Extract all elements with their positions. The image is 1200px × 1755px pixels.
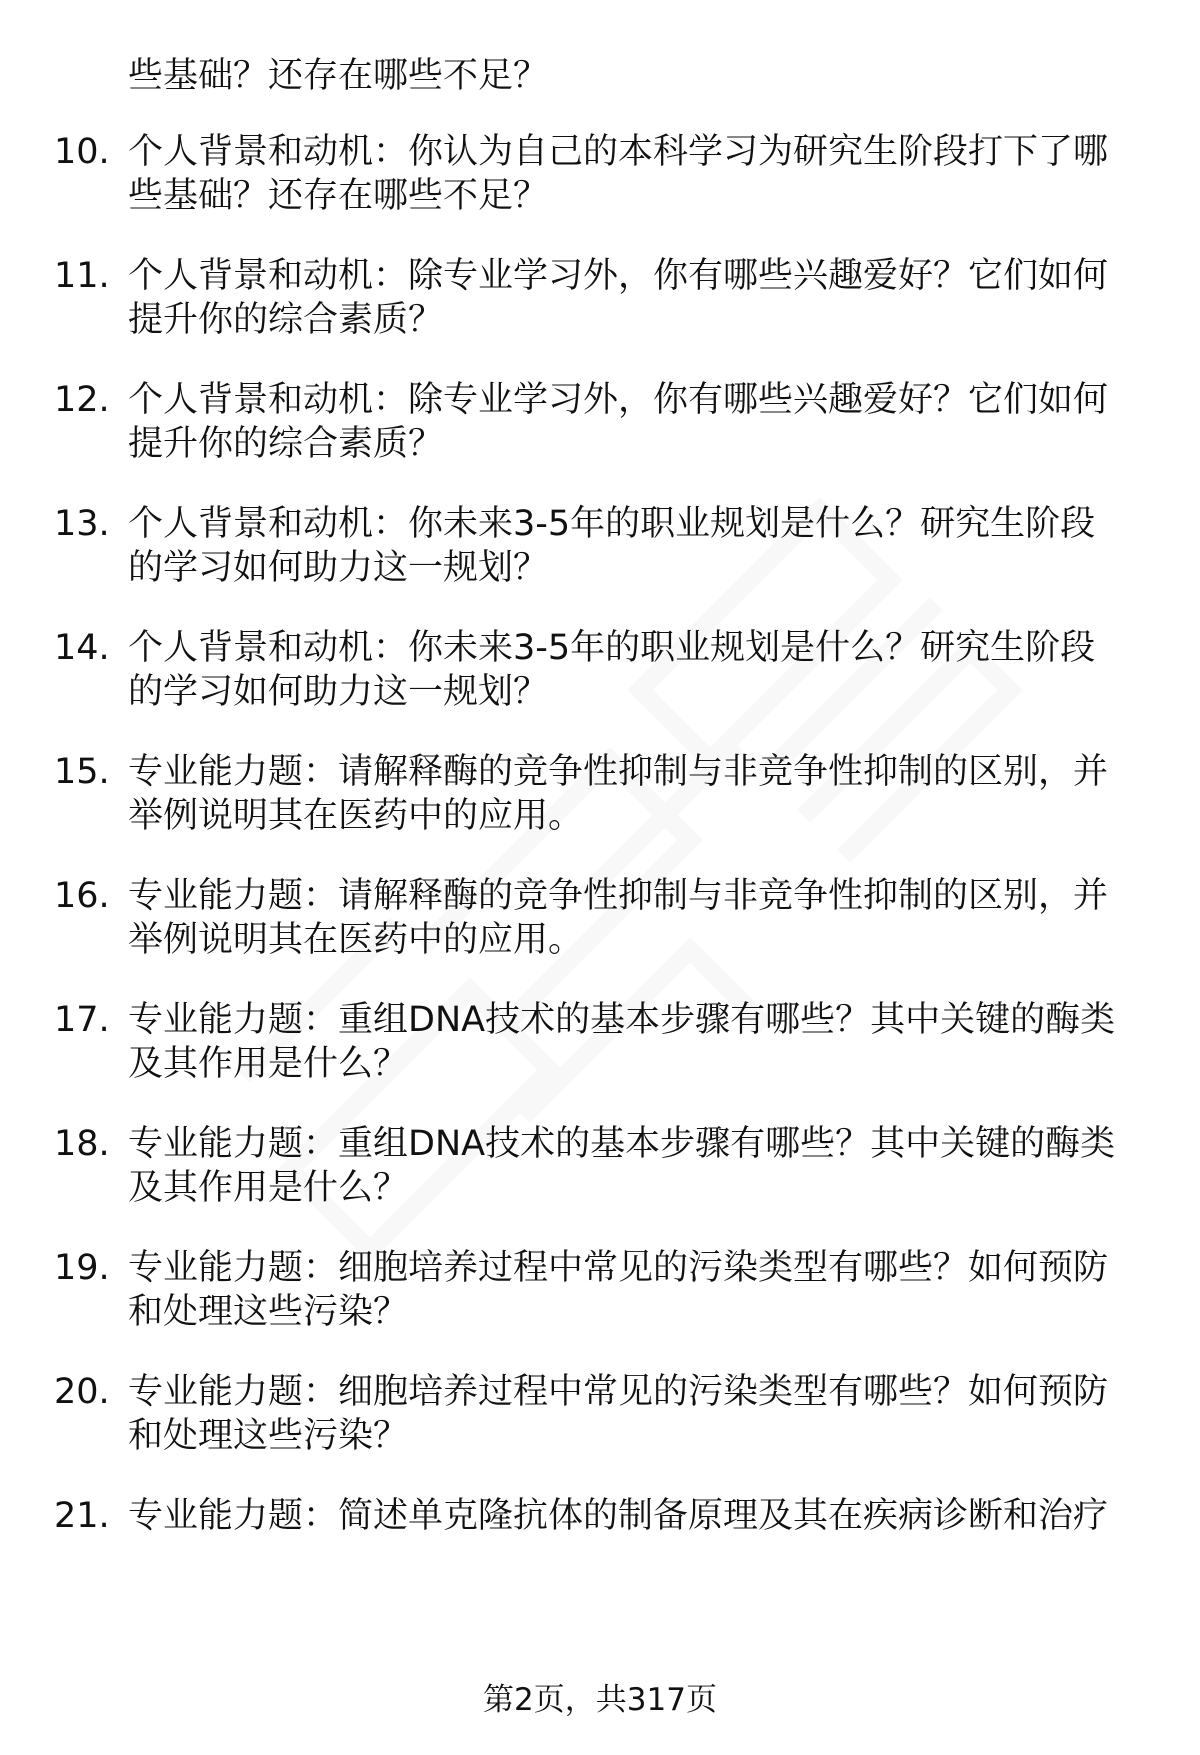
question-number: 21. — [54, 1496, 110, 1536]
question-text-line1: 个人背景和动机：你未来3-5年的职业规划是什么？研究生阶段 — [128, 504, 1096, 544]
question-number: 16. — [54, 876, 110, 916]
question-text-line1: 专业能力题：请解释酶的竞争性抑制与非竞争性抑制的区别，并 — [128, 752, 1109, 792]
question-text-line2: 举例说明其在医药中的应用。 — [128, 796, 584, 836]
page-indicator: 第2页，共317页 — [483, 1682, 717, 1718]
question-number: 17. — [54, 1000, 110, 1040]
question-number: 10. — [54, 132, 110, 172]
question-text-line1: 专业能力题：请解释酶的竞争性抑制与非竞争性抑制的区别，并 — [128, 876, 1109, 916]
question-text-line2: 些基础？还存在哪些不足？ — [128, 176, 549, 216]
question-text-line2: 及其作用是什么？ — [128, 1044, 409, 1084]
question-text-line1: 专业能力题：重组DNA技术的基本步骤有哪些？其中关键的酶类 — [128, 1124, 1116, 1164]
question-number: 14. — [54, 628, 110, 668]
question-text-line2: 的学习如何助力这一规划？ — [128, 672, 549, 712]
question-text-line1: 专业能力题：简述单克隆抗体的制备原理及其在疾病诊断和治疗 — [128, 1496, 1109, 1536]
question-text-line2: 举例说明其在医药中的应用。 — [128, 920, 584, 960]
question-text-line2: 的学习如何助力这一规划？ — [128, 548, 549, 588]
question-text-line1: 专业能力题：细胞培养过程中常见的污染类型有哪些？如何预防 — [128, 1248, 1109, 1288]
question-number: 12. — [54, 380, 110, 420]
question-text-line1: 个人背景和动机：除专业学习外，你有哪些兴趣爱好？它们如何 — [128, 380, 1109, 420]
question-text-line1: 专业能力题：细胞培养过程中常见的污染类型有哪些？如何预防 — [128, 1372, 1109, 1412]
question-text-line2: 和处理这些污染？ — [128, 1292, 409, 1332]
question-number: 13. — [54, 504, 110, 544]
question-text-line2: 和处理这些污染？ — [128, 1416, 409, 1456]
continuation-line: 些基础？还存在哪些不足？ — [128, 56, 549, 96]
question-number: 18. — [54, 1124, 110, 1164]
question-text-line1: 个人背景和动机：除专业学习外，你有哪些兴趣爱好？它们如何 — [128, 256, 1109, 296]
question-number: 15. — [54, 752, 110, 792]
question-text-line2: 提升你的综合素质？ — [128, 300, 444, 340]
question-text-line2: 及其作用是什么？ — [128, 1168, 409, 1208]
question-number: 19. — [54, 1248, 110, 1288]
question-text-line1: 个人背景和动机：你未来3-5年的职业规划是什么？研究生阶段 — [128, 628, 1096, 668]
question-text-line1: 个人背景和动机：你认为自己的本科学习为研究生阶段打下了哪 — [128, 132, 1109, 172]
question-number: 20. — [54, 1372, 110, 1412]
question-text-line2: 提升你的综合素质？ — [128, 424, 444, 464]
question-number: 11. — [54, 256, 110, 296]
question-text-line1: 专业能力题：重组DNA技术的基本步骤有哪些？其中关键的酶类 — [128, 1000, 1116, 1040]
